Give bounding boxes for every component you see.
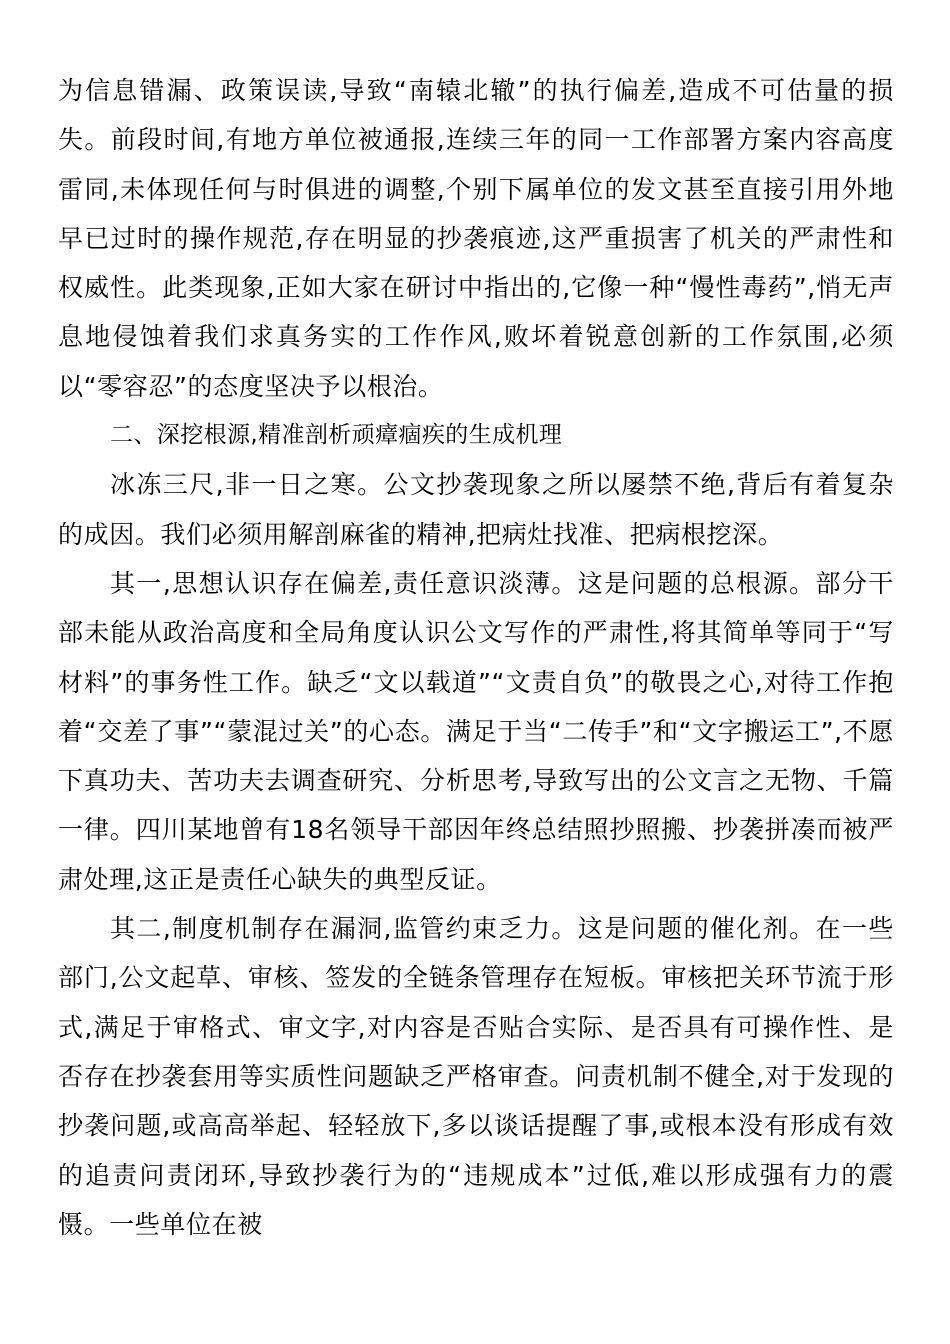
paragraph-continuation: 为信息错漏、政策误读,导致“南辕北辙”的执行偏差,造成不可估量的损失。前段时间,有地方单位被通报,连续三年的同一工作部署方案内容高度雷同,未体现任何与时俱进的调整,个别下属单位的发文甚至直接引用外地早已过时的操作规范,存在明显的抄袭痕迹,这严重损害了机关的严肃性和权威性。此类现象,正如大家在研讨中指出的,它像一种“慢性毒药”,悄无声息地侵蚀着我们求真务实的工作作风,败坏着锐意创新的工作氛围,必须以“零容忍”的态度坚决予以根治。: [58, 76, 894, 401]
paragraph-body: 其二,制度机制存在漏洞,监管约束乏力。这是问题的催化剂。在一些部门,公文起草、审核、签发的全链条管理存在短板。审核把关环节流于形式,满足于审格式、审文字,对内容是否贴合实际、是否具有可操作性、是否存在抄袭套用等实质性问题缺乏严格审查。问责机制不健全,对于发现的抄袭问题,或高高举起、轻轻放下,多以谈话提醒了事,或根本没有形成有效的追责问责闭环,导致抄袭行为的“违规成本”过低,难以形成强有力的震慑。一些单位在被: [58, 914, 894, 1239]
document-page: [58, 66, 894, 1249]
paragraph-body: 冰冻三尺,非一日之寒。公文抄袭现象之所以屡禁不绝,背后有着复杂的成因。我们必须用解剖麻雀的精神,把病灶找准、把病根挖深。: [58, 470, 894, 549]
paragraph-body: 其一,思想认识存在偏差,责任意识淡薄。这是问题的总根源。部分干部未能从政治高度和全局角度认识公文写作的严肃性,将其简单等同于“写材料”的事务性工作。缺乏“文以载道”“文责自负”的敬畏之心,对待工作抱着“交差了事”“蒙混过关”的心态。满足于当“二传手”和“文字搬运工”,不愿下真功夫、苦功夫去调查研究、分析思考,导致写出的公文言之无物、千篇一律。四川某地曾有18名领导干部因年终总结照抄照搬、抄袭拼凑而被严肃处理,这正是责任心缺失的典型反证。: [58, 568, 894, 894]
section-heading: 二、深挖根源,精准剖析顽瘴痼疾的生成机理: [110, 422, 563, 449]
